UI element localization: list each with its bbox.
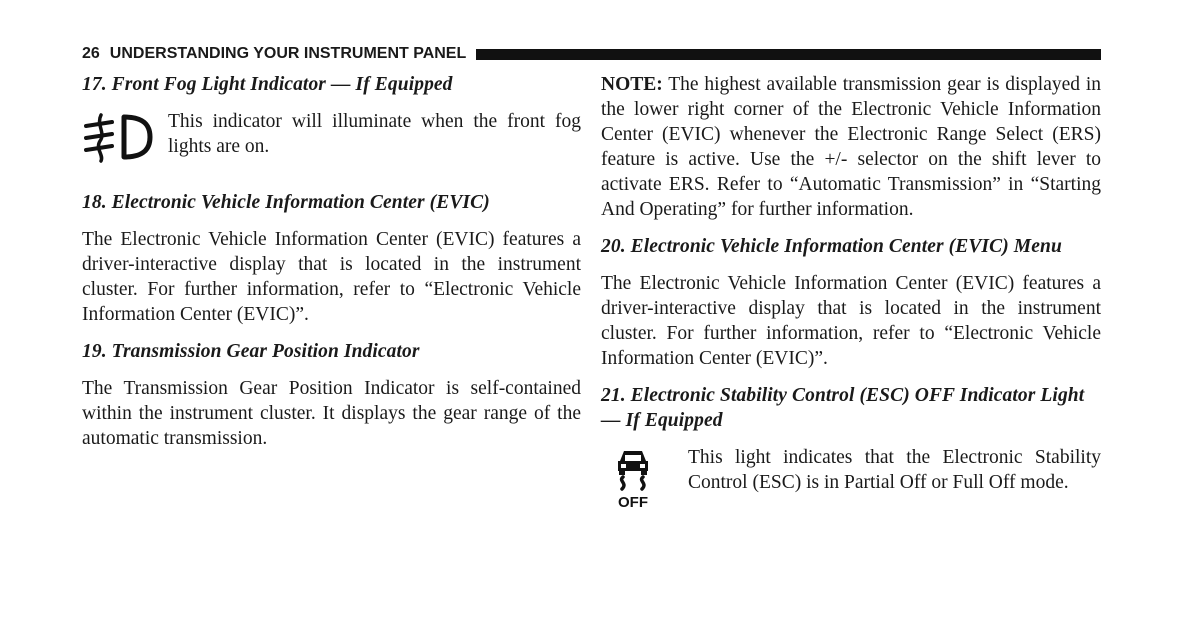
header-rule <box>476 49 1101 60</box>
section-18-heading: 18. Electronic Vehicle Information Center (EVIC) <box>82 192 490 213</box>
front-fog-light-icon <box>82 109 168 170</box>
note-label: NOTE: <box>601 74 663 95</box>
page-header <box>82 43 1101 65</box>
section-21-indicator <box>601 445 1101 516</box>
section-17-heading: 17. Front Fog Light Indicator — If Equipped <box>82 74 453 95</box>
esc-off-icon <box>601 445 688 516</box>
section-20-heading: 20. Electronic Vehicle Information Center (EVIC) Menu <box>601 236 1062 257</box>
right-column <box>601 72 1101 536</box>
section-20-text: The Electronic Vehicle Information Center (EVIC) features a driver-interactive display that is located in the instrument cluster. For further information, refer to “Electronic Vehicle Information Center (EVIC)”. <box>601 273 1101 369</box>
note-text: The highest available transmission gear is displayed in the lower right corner of the Electronic Vehicle Information Center (EVIC) whenever the Electronic Range Select (ERS) feature is active. Use the +/- selector on the shift lever to activate ERS. Refer to “Automatic Transmission” in “Starting And Operating” for further information. <box>601 74 1101 220</box>
section-18-text: The Electronic Vehicle Information Center (EVIC) features a driver-interactive display that is located in the instrument cluster. For further information, refer to “Electronic Vehicle Information Center (EVIC)”. <box>82 229 581 325</box>
section-21-heading: 21. Electronic Stability Control (ESC) OFF Indicator Light — If Equipped <box>601 385 1085 431</box>
esc-off-label: OFF <box>618 494 648 511</box>
note-paragraph <box>601 72 1101 222</box>
section-19-text: The Transmission Gear Position Indicator is self-contained within the instrument cluster. It displays the gear range of the automatic transmission. <box>82 378 581 449</box>
left-column <box>82 72 581 463</box>
page-number: 26 <box>82 45 100 62</box>
section-21-text: This light indicates that the Electronic Stability Control (ESC) is in Partial Off or Full Off mode. <box>688 447 1101 493</box>
section-19-heading: 19. Transmission Gear Position Indicator <box>82 341 420 362</box>
section-17-indicator <box>82 109 581 170</box>
section-17-text: This indicator will illuminate when the front fog lights are on. <box>168 111 581 157</box>
running-title: UNDERSTANDING YOUR INSTRUMENT PANEL <box>109 45 467 62</box>
